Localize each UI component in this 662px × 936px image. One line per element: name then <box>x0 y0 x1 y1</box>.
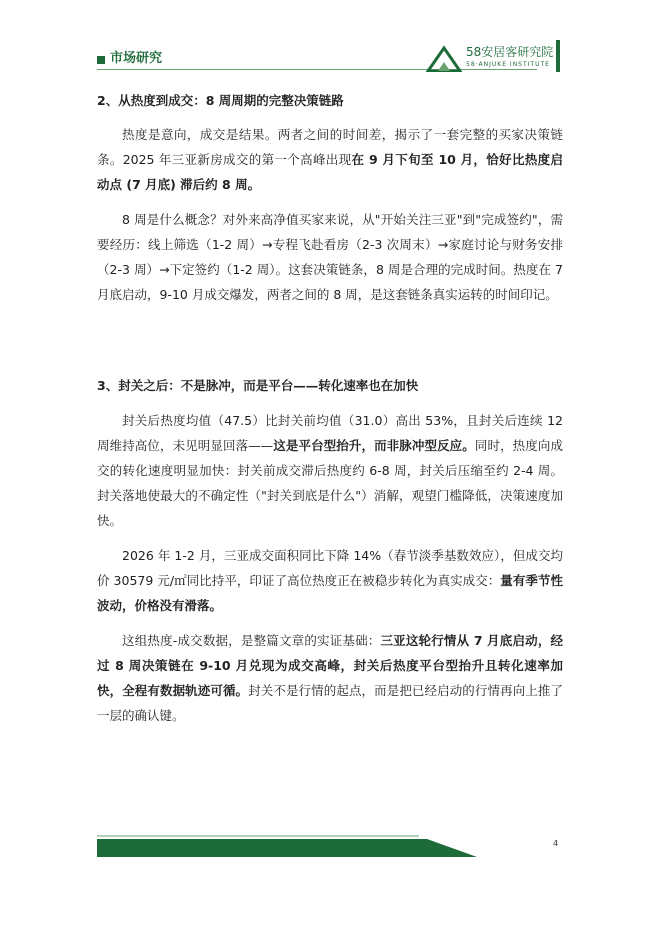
logo-name: 58安居客研究院 <box>466 45 554 59</box>
article-body <box>97 88 563 728</box>
page-header <box>0 0 662 80</box>
section-heading: 3、封关之后：不是脉冲，而是平台——转化速率也在加快 <box>97 378 419 393</box>
body-text: 2026 年 1-2 月，三亚成交面积同比下降 14%（春节淡季基数效应），但成交均价 30579 元/㎡同比持平，印证了高位热度正在被稳步转化为真实成交： <box>97 548 563 588</box>
section-heading: 2、从热度到成交：8 周周期的完整决策链路 <box>97 93 344 108</box>
institute-logo <box>426 42 566 72</box>
section-marker-icon <box>97 56 105 64</box>
body-text: 封关后热度均值（47.5）比封关前均值（31.0）高出 53%，且封关后连续 12 周维持高位，未见明显回落—— <box>97 413 563 453</box>
paragraph <box>97 543 563 618</box>
emphasis-text: 量有季节性波动，价格没有滑落。 <box>97 573 563 613</box>
footer-band <box>97 833 477 857</box>
paragraph <box>97 122 563 197</box>
paragraph <box>97 408 563 533</box>
paragraph <box>97 207 563 307</box>
emphasis-text: 这是平台型抬升，而非脉冲型反应。 <box>273 438 475 453</box>
body-text: 封关不是行情的起点，而是把已经启动的行情再向上推了一层的确认键。 <box>97 683 563 723</box>
body-text: 热度是意向，成交是结果。两者之间的时间差，揭示了一套完整的买家决策链条。2025 年三亚新房成交的第一个高峰出现 <box>97 127 563 167</box>
house-logo-icon <box>426 44 462 72</box>
body-text: 8 周是什么概念？对外来高净值买家来说，从"开始关注三亚"到"完成签约"，需要经历：线上筛选（1-2 周）→专程飞赴看房（2-3 次周末）→家庭讨论与财务安排（2-3 周）→下定签约（1-2 周）。这套决策链条，8 周是合理的完成时间。热度在 7 月底启动，9-10 月成交爆发，两者之间的 8 周，是这套链条真实运转的时间印记。 <box>97 212 563 302</box>
page-number: 4 <box>553 839 559 848</box>
body-text: 同时，热度向成交的转化速度明显加快：封关前成交滞后热度约 6-8 周，封关后压缩至约 2-4 周。封关落地使最大的不确定性（"封关到底是什么"）消解，观望门槛降低，决策速度加快。 <box>97 438 563 528</box>
header-accent-bar <box>556 40 560 72</box>
emphasis-text: 三亚这轮行情从 7 月底启动，经过 8 周决策链在 9-10 月兑现为成交高峰，封关后热度平台型抬升且转化速率加快，全程有数据轨迹可循。 <box>97 633 564 698</box>
body-text: 这组热度-成交数据，是整篇文章的实证基础： <box>122 633 381 648</box>
page-footer <box>0 825 662 865</box>
section-title: 市场研究 <box>110 51 163 66</box>
emphasis-text: 在 9 月下旬至 10 月，恰好比热度启动点 (7 月底) 滞后约 8 周。 <box>97 152 563 192</box>
paragraph <box>97 628 563 728</box>
logo-subtitle: 58·ANJUKE INSTITUTE <box>466 61 550 68</box>
